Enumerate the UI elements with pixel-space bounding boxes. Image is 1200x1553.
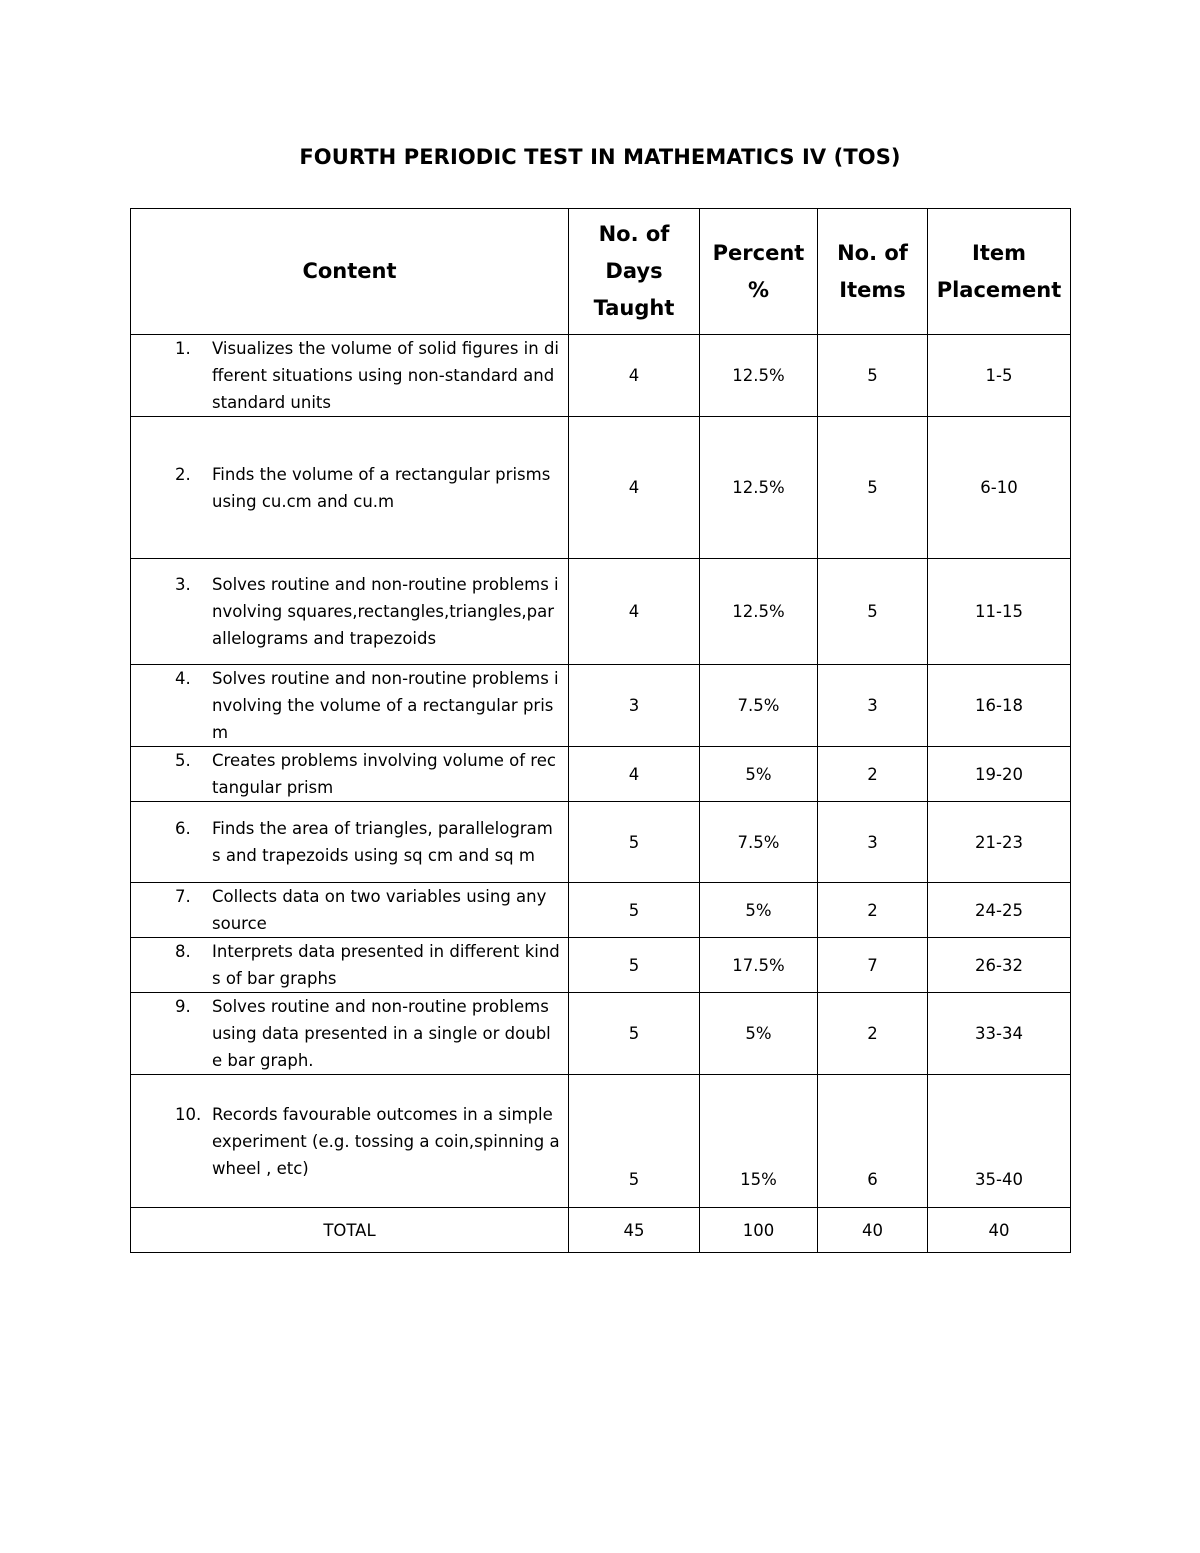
- percent-cell: 12.5%: [700, 335, 818, 417]
- placement-cell: 6-10: [928, 417, 1071, 559]
- table-row: [131, 665, 1071, 747]
- header-content: Content: [131, 209, 569, 335]
- days-cell: 5: [569, 993, 700, 1075]
- items-cell: 2: [818, 883, 928, 938]
- table-row: [131, 559, 1071, 665]
- days-cell: 3: [569, 665, 700, 747]
- placement-cell: 21-23: [928, 802, 1071, 883]
- item-number: 1.: [175, 339, 191, 358]
- items-cell: 6: [818, 1075, 928, 1208]
- total-label: TOTAL: [131, 1208, 569, 1253]
- item-text: Solves routine and non-routine problems using data presented in a single or double bar graph.: [212, 997, 551, 1070]
- content-cell: [131, 938, 569, 993]
- item-number: 9.: [175, 997, 191, 1016]
- table-row: [131, 1075, 1071, 1208]
- items-cell: 7: [818, 938, 928, 993]
- content-cell: [131, 559, 569, 665]
- percent-cell: 7.5%: [700, 665, 818, 747]
- table-of-specifications: [130, 208, 1071, 1253]
- item-text: Finds the area of triangles, parallelograms and trapezoids using sq cm and sq m: [212, 819, 553, 865]
- document-title: FOURTH PERIODIC TEST IN MATHEMATICS IV (TOS): [299, 145, 901, 169]
- item-text: Records favourable outcomes in a simple experiment (e.g. tossing a coin,spinning a wheel , etc): [212, 1104, 560, 1178]
- item-number: 10.: [175, 1104, 202, 1124]
- total-percent: 100: [700, 1208, 818, 1253]
- header-percent: Percent %: [700, 209, 818, 335]
- item-text: Collects data on two variables using any source: [212, 887, 547, 933]
- item-number: 7.: [175, 887, 191, 906]
- item-text: Solves routine and non-routine problems involving squares,rectangles,triangles,parallelograms and trapezoids: [212, 575, 559, 648]
- item-text: Visualizes the volume of solid figures in different situations using non-standard and standard units: [212, 339, 559, 412]
- item-number: 6.: [175, 819, 191, 838]
- total-row: [131, 1208, 1071, 1253]
- content-cell: [131, 665, 569, 747]
- content-cell: [131, 993, 569, 1075]
- item-number: 3.: [175, 575, 191, 594]
- item-text: Interprets data presented in different kinds of bar graphs: [212, 942, 560, 988]
- item-text: Solves routine and non-routine problems involving the volume of a rectangular prism: [212, 669, 559, 742]
- percent-cell: 15%: [700, 1075, 818, 1208]
- total-placement: 40: [928, 1208, 1071, 1253]
- placement-cell: 19-20: [928, 747, 1071, 802]
- percent-cell: 12.5%: [700, 559, 818, 665]
- table-row: [131, 938, 1071, 993]
- percent-cell: 17.5%: [700, 938, 818, 993]
- item-number: 2.: [175, 464, 191, 484]
- item-number: 4.: [175, 669, 191, 688]
- placement-cell: 24-25: [928, 883, 1071, 938]
- items-cell: 3: [818, 802, 928, 883]
- days-cell: 4: [569, 417, 700, 559]
- table-row: [131, 802, 1071, 883]
- header-no-of-items: No. of Items: [818, 209, 928, 335]
- content-cell: [131, 802, 569, 883]
- percent-cell: 7.5%: [700, 802, 818, 883]
- total-items: 40: [818, 1208, 928, 1253]
- header-item-placement: Item Placement: [928, 209, 1071, 335]
- items-cell: 3: [818, 665, 928, 747]
- table-row: [131, 747, 1071, 802]
- header-row: [131, 209, 1071, 335]
- header-days-taught: No. of Days Taught: [569, 209, 700, 335]
- percent-cell: 5%: [700, 883, 818, 938]
- days-cell: 5: [569, 883, 700, 938]
- table-row: [131, 417, 1071, 559]
- total-days: 45: [569, 1208, 700, 1253]
- percent-cell: 12.5%: [700, 417, 818, 559]
- placement-cell: 11-15: [928, 559, 1071, 665]
- table-row: [131, 883, 1071, 938]
- item-number: 5.: [175, 751, 191, 770]
- content-cell: [131, 1075, 569, 1208]
- content-cell: [131, 335, 569, 417]
- days-cell: 4: [569, 559, 700, 665]
- item-number: 8.: [175, 942, 191, 961]
- days-cell: 5: [569, 938, 700, 993]
- placement-cell: 35-40: [928, 1075, 1071, 1208]
- percent-cell: 5%: [700, 747, 818, 802]
- days-cell: 4: [569, 335, 700, 417]
- items-cell: 5: [818, 417, 928, 559]
- table-row: [131, 335, 1071, 417]
- items-cell: 5: [818, 335, 928, 417]
- placement-cell: 16-18: [928, 665, 1071, 747]
- content-cell: [131, 883, 569, 938]
- items-cell: 2: [818, 747, 928, 802]
- placement-cell: 1-5: [928, 335, 1071, 417]
- items-cell: 5: [818, 559, 928, 665]
- days-cell: 5: [569, 802, 700, 883]
- placement-cell: 26-32: [928, 938, 1071, 993]
- days-cell: 4: [569, 747, 700, 802]
- content-cell: [131, 747, 569, 802]
- items-cell: 2: [818, 993, 928, 1075]
- table-row: [131, 993, 1071, 1075]
- item-text: Finds the volume of a rectangular prisms using cu.cm and cu.m: [212, 464, 551, 511]
- placement-cell: 33-34: [928, 993, 1071, 1075]
- days-cell: 5: [569, 1075, 700, 1208]
- percent-cell: 5%: [700, 993, 818, 1075]
- item-text: Creates problems involving volume of rectangular prism: [212, 751, 556, 797]
- content-cell: [131, 417, 569, 559]
